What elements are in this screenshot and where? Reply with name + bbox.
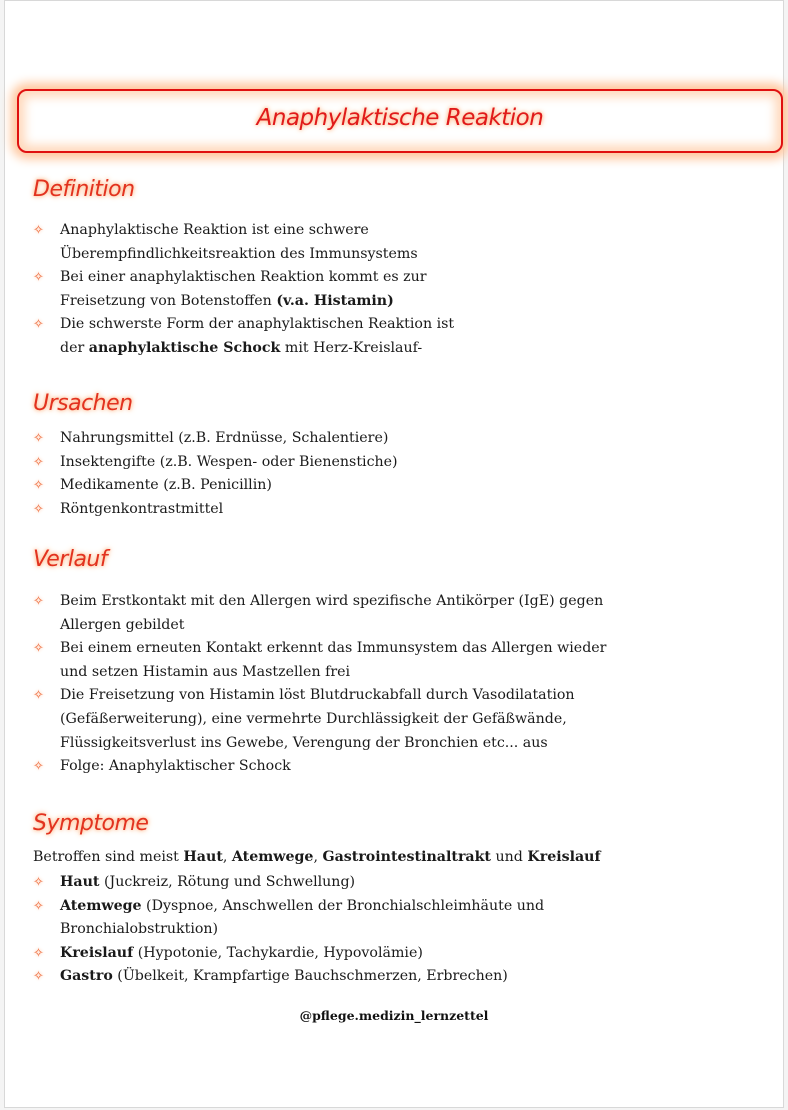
bold-text: Gastro — [60, 968, 113, 985]
sparkle-bullet-icon: ✧ — [33, 223, 44, 238]
list-item-line — [60, 942, 544, 966]
list-item-line — [60, 708, 606, 732]
list-item — [33, 451, 398, 475]
text: Folge: Anaphylaktischer Schock — [60, 758, 291, 775]
page-title: Anaphylaktische Reaktion — [256, 105, 544, 131]
text: mit Herz-Kreislauf- — [280, 339, 423, 356]
list-item — [33, 895, 544, 942]
list-item — [33, 219, 454, 266]
list-item-line — [60, 661, 606, 685]
text: Überempfindlichkeitsreaktion des Immunsystems — [60, 245, 418, 262]
list-item — [33, 474, 398, 498]
sparkle-bullet-icon: ✧ — [33, 898, 44, 914]
heading-ursachen: Ursachen — [33, 391, 133, 416]
heading-verlauf: Verlauf — [33, 547, 108, 572]
text: (Übelkeit, Krampfartige Bauchschmerzen, Erbrechen) — [112, 968, 508, 985]
list-item-line — [60, 290, 454, 314]
text: Anaphylaktische Reaktion ist eine schwere — [60, 222, 369, 238]
title-box — [17, 89, 783, 153]
text: Bronchialobstruktion) — [60, 921, 219, 938]
bold-text: Atemwege — [60, 897, 142, 914]
heading-definition: Definition — [33, 177, 135, 202]
bold-text: Gastrointestinaltrakt — [322, 849, 491, 865]
list-item-line — [60, 219, 454, 243]
text: Medikamente (z.B. Penicillin) — [60, 477, 272, 494]
sparkle-bullet-icon: ✧ — [33, 594, 44, 609]
bold-text: Haut — [183, 849, 223, 865]
list-item-line — [60, 313, 454, 337]
bold-text: Kreislauf — [527, 849, 601, 865]
list-item — [33, 871, 544, 895]
list-item-line — [60, 895, 544, 919]
list-item-line — [60, 755, 606, 779]
sparkle-bullet-icon: ✧ — [33, 945, 44, 961]
list-item-line — [60, 427, 398, 451]
bold-text: Kreislauf — [60, 944, 134, 961]
text: Nahrungsmittel (z.B. Erdnüsse, Schalentiere) — [60, 430, 389, 446]
bold-text: anaphylaktische Schock — [88, 339, 281, 356]
list-item-line — [60, 243, 454, 267]
list-item-line — [60, 965, 544, 989]
list-item-line — [60, 732, 606, 756]
heading-symptome: Symptome — [33, 811, 149, 836]
bold-text: Haut — [60, 874, 100, 890]
text: , — [313, 849, 323, 865]
text: (Gefäßerweiterung), eine vermehrte Durchlässigkeit der Gefäßwände, — [60, 710, 567, 727]
list-item — [33, 942, 544, 966]
document-page — [4, 0, 784, 1108]
sparkle-bullet-icon: ✧ — [33, 431, 44, 446]
list-item-line — [60, 474, 398, 498]
text: Freisetzung von Botenstoffen — [60, 292, 277, 309]
text: Allergen gebildet — [60, 616, 185, 633]
text: Die Freisetzung von Histamin löst Blutdruckabfall durch Vasodilatation — [60, 687, 575, 704]
text: (Hypotonie, Tachykardie, Hypovolämie) — [133, 944, 423, 961]
list-item-line — [60, 918, 544, 942]
list-item — [33, 965, 544, 989]
text: , — [222, 849, 232, 865]
sparkle-bullet-icon: ✧ — [33, 688, 44, 704]
list-item-line — [60, 498, 398, 522]
list-item-line — [60, 337, 454, 361]
list-item — [33, 313, 454, 360]
sparkle-bullet-icon: ✧ — [33, 478, 44, 494]
list-item — [33, 684, 606, 755]
sparkle-bullet-icon: ✧ — [33, 317, 44, 333]
text: (Dyspnoe, Anschwellen der Bronchialschleimhäute und — [141, 897, 545, 914]
sparkle-bullet-icon: ✧ — [33, 270, 44, 286]
list-item — [33, 427, 398, 451]
bold-text: (v.a. Histamin) — [276, 292, 394, 309]
list-item-line — [60, 871, 544, 895]
text: Bei einer anaphylaktischen Reaktion kommt es zur — [60, 269, 427, 286]
list-item-line — [60, 637, 606, 661]
list-definition — [33, 219, 454, 361]
text: Insektengifte (z.B. Wespen- oder Bienenstiche) — [60, 453, 398, 470]
list-verlauf — [33, 590, 606, 779]
text: Beim Erstkontakt mit den Allergen wird spezifische Antikörper (IgE) gegen — [60, 593, 604, 609]
list-item — [33, 266, 454, 313]
list-item-line — [60, 451, 398, 475]
sparkle-bullet-icon: ✧ — [33, 501, 44, 517]
sparkle-bullet-icon: ✧ — [33, 759, 44, 775]
list-item-line — [60, 266, 454, 290]
list-item — [33, 498, 398, 522]
text: Bei einem erneuten Kontakt erkennt das Immunsystem das Allergen wieder — [60, 640, 607, 657]
list-item — [33, 637, 606, 684]
sparkle-bullet-icon: ✧ — [33, 969, 44, 985]
text: und setzen Histamin aus Mastzellen frei — [60, 663, 351, 680]
text: Die schwerste Form der anaphylaktischen Reaktion ist — [60, 316, 455, 333]
list-symptome — [33, 871, 544, 989]
symptome-intro — [33, 849, 601, 865]
list-item-line — [60, 684, 606, 708]
text: Flüssigkeitsverlust ins Gewebe, Verengung der Bronchien etc... aus — [60, 734, 548, 751]
list-ursachen — [33, 427, 398, 521]
text: und — [491, 849, 528, 865]
sparkle-bullet-icon: ✧ — [33, 454, 44, 470]
text: der — [60, 339, 89, 356]
text: (Juckreiz, Rötung und Schwellung) — [99, 874, 356, 890]
bold-text: Atemwege — [231, 849, 314, 865]
list-item-line — [60, 614, 606, 638]
sparkle-bullet-icon: ✧ — [33, 641, 44, 657]
list-item — [33, 755, 606, 779]
footer-credit: @pflege.medizin_lernzettel — [299, 1008, 489, 1023]
text: Röntgenkontrastmittel — [60, 500, 224, 517]
sparkle-bullet-icon: ✧ — [33, 875, 44, 890]
list-item — [33, 590, 606, 637]
text: Betroffen sind meist — [33, 849, 184, 865]
list-item-line — [60, 590, 606, 614]
